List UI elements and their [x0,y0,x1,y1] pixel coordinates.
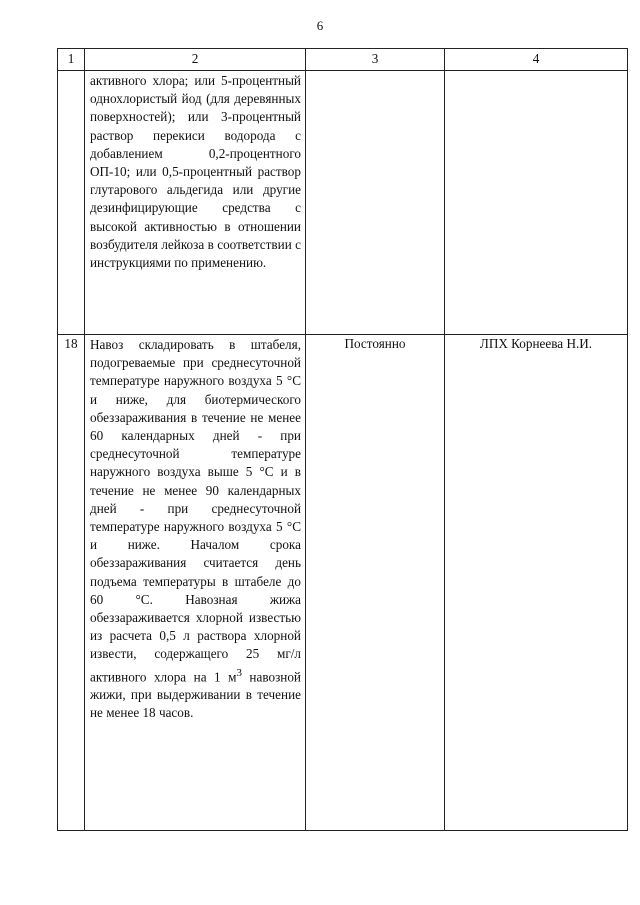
continuation-responsible-cell [445,71,628,335]
table-header-row [58,49,628,71]
row-number: 18 [58,335,85,831]
header-col-4: 4 [445,49,628,71]
table-row-18 [58,335,628,831]
measures-table [57,48,628,831]
continuation-measure-text: активного хлора; или 5-процентный однохлористый йод (для деревянных поверхностей); или 3-процентный раствор перекиси водорода с добавлением 0,2-процентного ОП-10; или 0,5-процентный раствор глутарового альдегида или другие дезинфицирующие средства с высокой активностью в отношении возбудителя лейкоза в соответствии с инструкциями по применению. [90,73,301,271]
row-responsible: ЛПХ Корнеева Н.И. [445,335,628,831]
table-row-continuation [58,71,628,335]
continuation-number-cell [58,71,85,335]
row-measure-cell [85,335,306,831]
header-col-1: 1 [58,49,85,71]
continuation-measure-cell [85,71,306,335]
row-measure-text [85,335,305,723]
header-col-2: 2 [85,49,306,71]
continuation-period-cell [306,71,445,335]
measure-text-part-1: Навоз складировать в штабеля, подогреваемые при среднесуточной температуре наружного воздуха 5 °С и ниже, для биотермического обеззараживания в течение не менее 60 календарных дней - при среднесуточной температуре наружного воздуха выше 5 °С и в течение не менее 90 календарных дней - при среднесуточной температуре наружного воздуха 5 °С и ниже. Началом срока обеззараживания считается день подъема температуры в штабеле до 60 °С. Навозная жижа обеззараживается хлорной известью из расчета 0,5 л раствора хлорной извести, содержащего 25 мг/л активного хлора на 1 м [90,337,301,685]
row-period: Постоянно [306,335,445,831]
header-col-3: 3 [306,49,445,71]
cubic-superscript: 3 [236,666,242,679]
page-number: 6 [316,18,324,33]
measure-text-part-2: навозной жижи, при выдерживании в течение не менее 18 часов. [90,669,301,721]
